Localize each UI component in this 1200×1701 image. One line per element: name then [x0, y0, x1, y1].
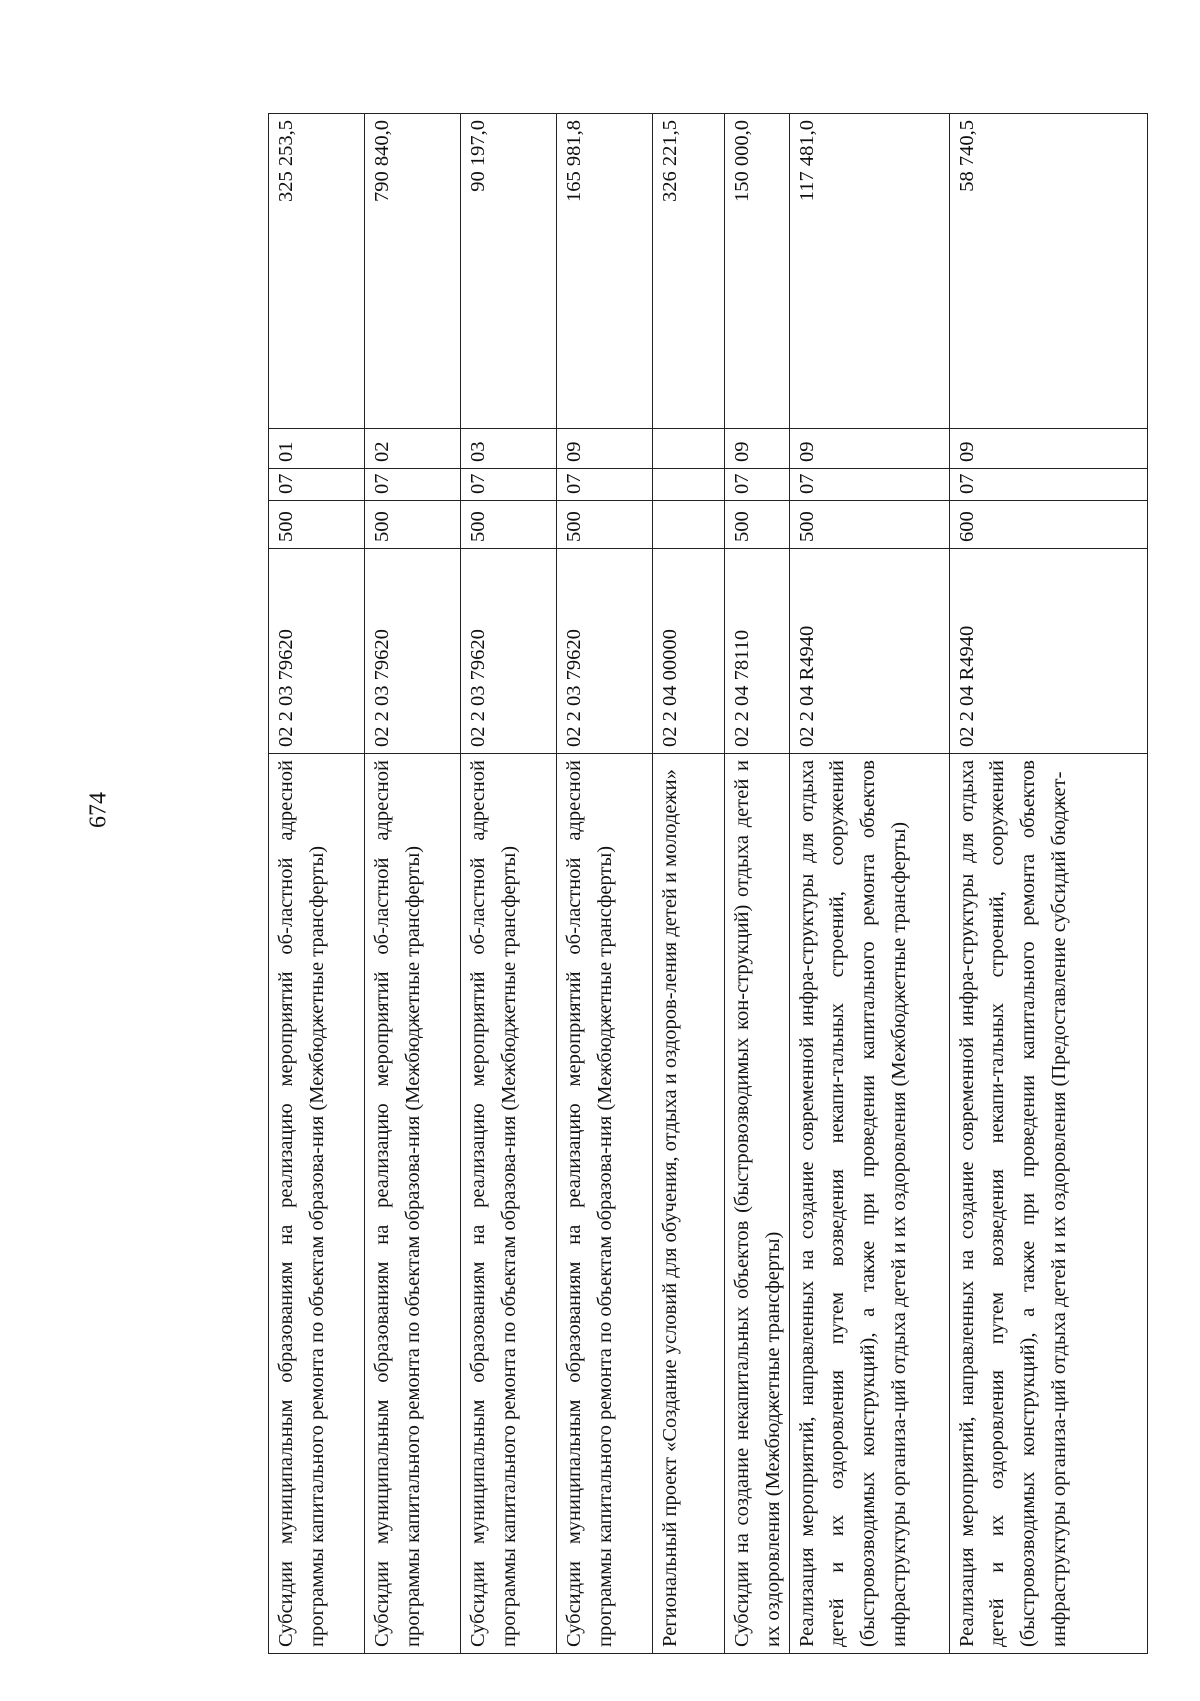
row-code-cell: 02 2 04 78110	[725, 549, 790, 754]
table-row	[461, 114, 557, 1654]
page-number: 674	[85, 792, 112, 828]
row-code-cell: 02 2 03 79620	[461, 549, 557, 754]
row-sum-cell: 790 840,0	[365, 114, 461, 429]
row-section-cell: 07	[557, 469, 653, 501]
row-subsection-cell: 01	[269, 429, 365, 469]
row-name-cell: Региональный проект «Создание условий для обучения, отдыха и оздоров-ления детей и молодежи»	[653, 754, 725, 1654]
row-code-cell: 02 2 04 R4940	[789, 549, 949, 754]
row-expense-type-cell: 500	[725, 501, 790, 549]
row-subsection-cell	[653, 429, 725, 469]
row-name-cell: Субсидии муниципальным образованиям на реализацию мероприятий об-ластной адресной программы капитального ремонта по объектам образова-ния (Межбюджетные трансферты)	[269, 754, 365, 1654]
row-name-cell: Субсидии на создание некапитальных объектов (быстровозводимых кон-струкций) отдыха детей и их оздоровления (Межбюджетные трансферты)	[725, 754, 790, 1654]
row-sum-cell: 150 000,0	[725, 114, 790, 429]
row-subsection-cell: 09	[557, 429, 653, 469]
row-section-cell: 07	[789, 469, 949, 501]
row-name-cell: Субсидии муниципальным образованиям на реализацию мероприятий об-ластной адресной программы капитального ремонта по объектам образова-ния (Межбюджетные трансферты)	[557, 754, 653, 1654]
table-row	[365, 114, 461, 1654]
row-expense-type-cell: 500	[461, 501, 557, 549]
table-row	[653, 114, 725, 1654]
row-code-cell: 02 2 04 00000	[653, 549, 725, 754]
row-subsection-cell: 09	[949, 429, 1148, 469]
row-name-cell: Субсидии муниципальным образованиям на реализацию мероприятий об-ластной адресной программы капитального ремонта по объектам образова-ния (Межбюджетные трансферты)	[365, 754, 461, 1654]
row-subsection-cell: 09	[725, 429, 790, 469]
row-expense-type-cell: 500	[365, 501, 461, 549]
row-code-cell: 02 2 03 79620	[557, 549, 653, 754]
row-subsection-cell: 02	[365, 429, 461, 469]
row-expense-type-cell: 500	[557, 501, 653, 549]
table-row	[557, 114, 653, 1654]
row-section-cell: 07	[269, 469, 365, 501]
row-subsection-cell: 03	[461, 429, 557, 469]
row-code-cell: 02 2 03 79620	[365, 549, 461, 754]
row-sum-cell: 165 981,8	[557, 114, 653, 429]
row-expense-type-cell: 500	[789, 501, 949, 549]
row-section-cell: 07	[365, 469, 461, 501]
row-expense-type-cell: 500	[269, 501, 365, 549]
table-row	[725, 114, 790, 1654]
row-section-cell: 07	[461, 469, 557, 501]
row-section-cell	[653, 469, 725, 501]
row-section-cell: 07	[949, 469, 1148, 501]
row-subsection-cell: 09	[789, 429, 949, 469]
table-row	[789, 114, 949, 1654]
table-row	[269, 114, 365, 1654]
row-sum-cell: 325 253,5	[269, 114, 365, 429]
budget-table	[268, 113, 1148, 1654]
table-row	[949, 114, 1148, 1654]
row-code-cell: 02 2 03 79620	[269, 549, 365, 754]
row-sum-cell: 117 481,0	[789, 114, 949, 429]
row-name-cell: Реализация мероприятий, направленных на создание современной инфра-структуры для отдыха детей и их оздоровления путем возведения некапи-тальных строений, сооружений (быстровозводимых конструкций), а также при проведении капитального ремонта объектов инфраструктуры организа-ций отдыха детей и их оздоровления (Межбюджетные трансферты)	[789, 754, 949, 1654]
row-sum-cell: 326 221,5	[653, 114, 725, 429]
row-sum-cell: 90 197,0	[461, 114, 557, 429]
table-rotation-wrapper	[268, 114, 1148, 1654]
row-expense-type-cell: 600	[949, 501, 1148, 549]
row-expense-type-cell	[653, 501, 725, 549]
row-name-cell: Реализация мероприятий, направленных на создание современной инфра-структуры для отдыха детей и их оздоровления путем возведения некапи-тальных строений, сооружений (быстровозводимых конструкций), а также при проведении капитального ремонта объектов инфраструктуры организа-ций отдыха детей и их оздоровления (Предоставление субсидий бюджет-	[949, 754, 1148, 1654]
row-code-cell: 02 2 04 R4940	[949, 549, 1148, 754]
row-section-cell: 07	[725, 469, 790, 501]
row-name-cell: Субсидии муниципальным образованиям на реализацию мероприятий об-ластной адресной программы капитального ремонта по объектам образова-ния (Межбюджетные трансферты)	[461, 754, 557, 1654]
row-sum-cell: 58 740,5	[949, 114, 1148, 429]
